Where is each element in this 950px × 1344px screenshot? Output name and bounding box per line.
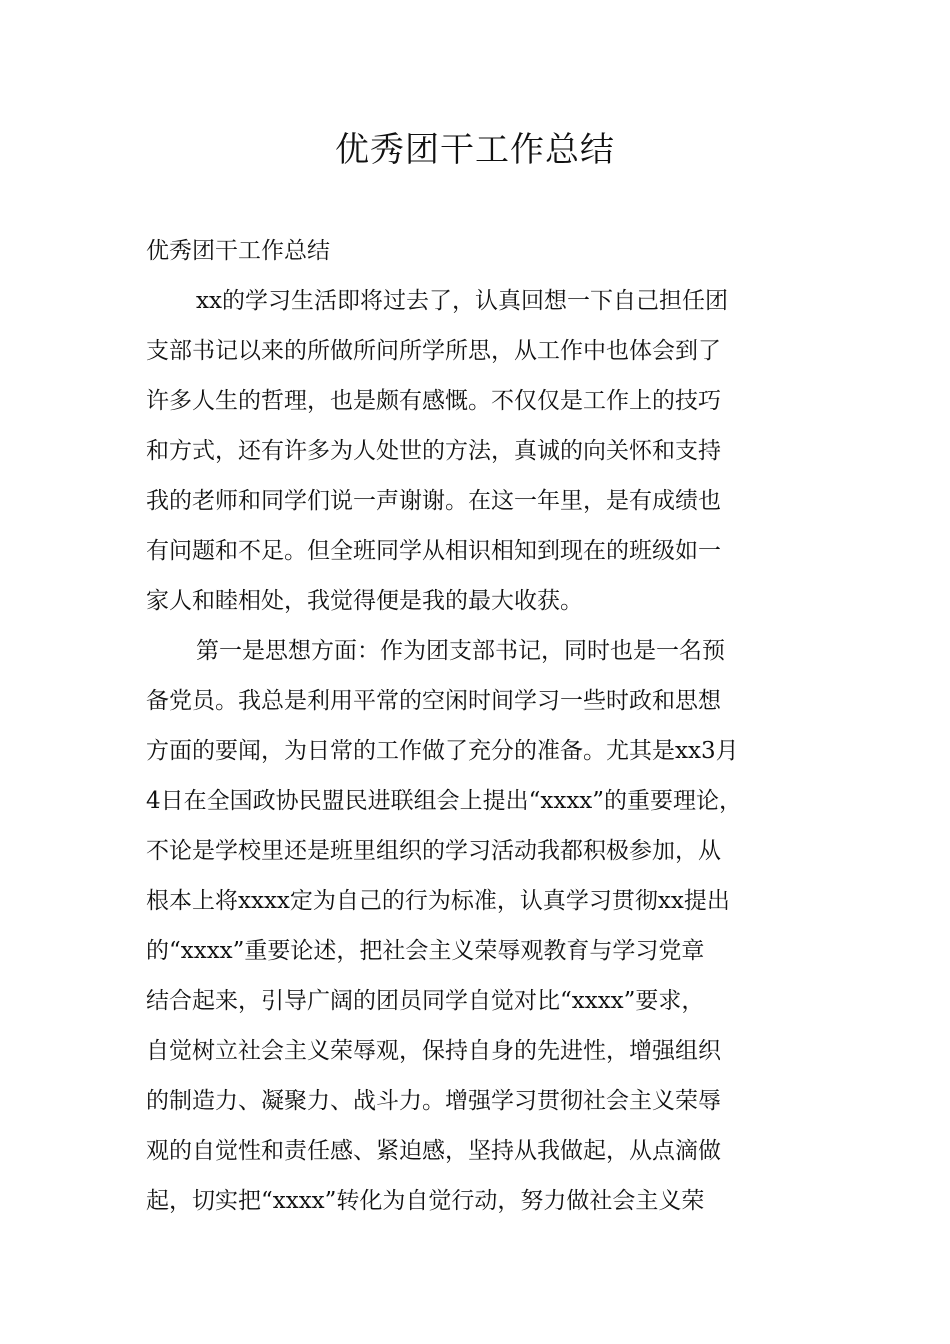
paragraph-2-line-6: 根本上将xxxx定为自己的行为标准，认真学习贯彻xx提出 <box>146 888 730 914</box>
paragraph-2-line-5: 不论是学校里还是班里组织的学习活动我都积极参加，从 <box>146 838 721 864</box>
paragraph-1-line-1: xx的学习生活即将过去了，认真回想一下自己担任团 <box>196 288 728 314</box>
paragraph-1-line-6: 有问题和不足。但全班同学从相识相知到现在的班级如一 <box>146 538 721 564</box>
paragraph-2-line-12: 起，切实把“xxxx”转化为自觉行动，努力做社会主义荣 <box>146 1188 705 1214</box>
paragraph-1-line-3: 许多人生的哲理，也是颇有感慨。不仅仅是工作上的技巧 <box>146 388 721 414</box>
paragraph-2-line-11: 观的自觉性和责任感、紧迫感，坚持从我做起，从点滴做 <box>146 1138 721 1164</box>
paragraph-2-line-9: 自觉树立社会主义荣辱观，保持自身的先进性，增强组织 <box>146 1038 721 1064</box>
paragraph-1-line-7: 家人和睦相处，我觉得便是我的最大收获。 <box>146 588 583 614</box>
document-body <box>146 226 846 1226</box>
paragraph-2-line-7: 的“xxxx”重要论述，把社会主义荣辱观教育与学习党章 <box>146 938 705 964</box>
paragraph-2-line-2: 备党员。我总是利用平常的空闲时间学习一些时政和思想 <box>146 688 721 714</box>
paragraph-2-line-3: 方面的要闻，为日常的工作做了充分的准备。尤其是xx3月 <box>146 738 739 764</box>
paragraph-1-line-4: 和方式，还有许多为人处世的方法，真诚的向关怀和支持 <box>146 438 721 464</box>
paragraph-1-line-2: 支部书记以来的所做所问所学所思，从工作中也体会到了 <box>146 338 721 364</box>
paragraph-2-line-8: 结合起来，引导广阔的团员同学自觉对比“xxxx”要求， <box>146 988 705 1014</box>
paragraph-2-line-4: 4日在全国政协民盟民进联组会上提出“xxxx”的重要理论， <box>146 788 743 814</box>
document-title: 优秀团干工作总结 <box>335 130 615 170</box>
paragraph-2-line-10: 的制造力、凝聚力、战斗力。增强学习贯彻社会主义荣辱 <box>146 1088 721 1114</box>
paragraph-1-line-5: 我的老师和同学们说一声谢谢。在这一年里，是有成绩也 <box>146 488 721 514</box>
paragraph-2-line-1: 第一是思想方面：作为团支部书记，同时也是一名预 <box>196 638 725 664</box>
subtitle-line: 优秀团干工作总结 <box>146 238 330 264</box>
